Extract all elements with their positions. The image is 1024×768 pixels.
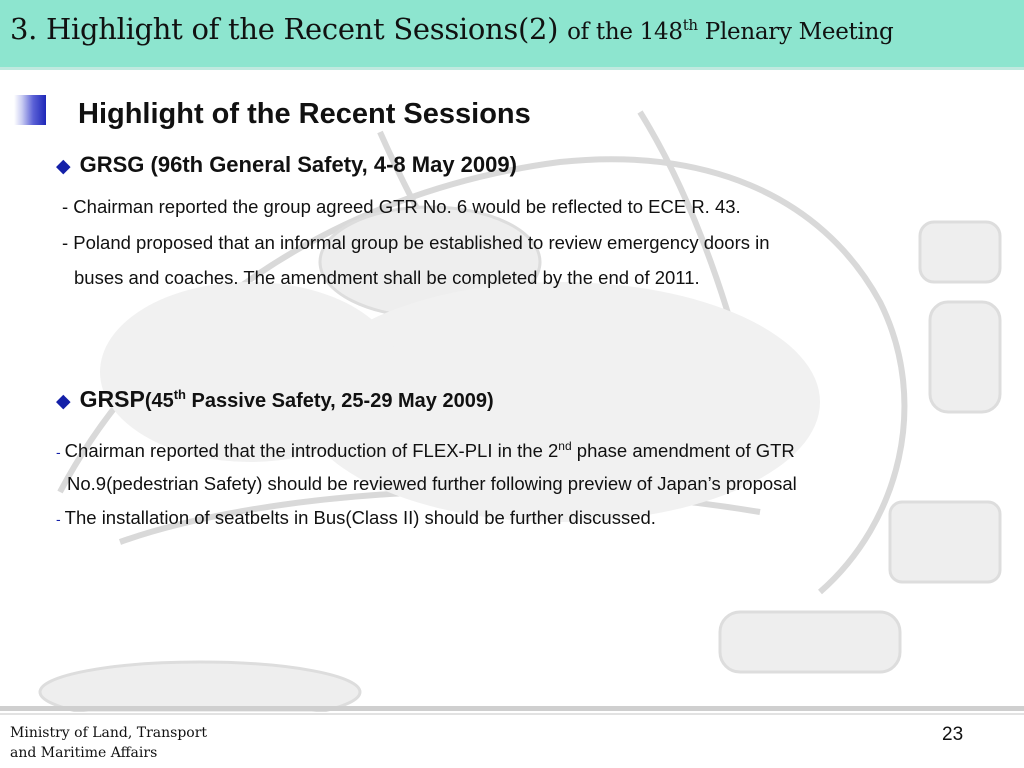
diamond-bullet-icon: ◆: [56, 156, 71, 177]
grsg-heading: [56, 152, 517, 178]
grsp-heading-main: GRSP: [79, 386, 145, 412]
footer-organization: [10, 723, 207, 763]
gradient-square-bullet-icon: [14, 95, 46, 125]
title-bar: [0, 0, 1024, 70]
grsp-item-1: [56, 439, 795, 462]
slide-title-suffix-sup: th: [682, 16, 698, 34]
grsp-item-2: [56, 507, 656, 529]
page-number: 23: [942, 724, 964, 745]
grsg-line-2: - Poland proposed that an informal group be established to review emergency doors in: [62, 232, 770, 253]
grsp-item-1-continued: No.9(pedestrian Safety) should be reviewed further following preview of Japan’s proposal: [67, 473, 797, 494]
slide-title-suffix: [567, 16, 894, 45]
grsp-item-2-text: The installation of seatbelts in Bus(Class II) should be further discussed.: [64, 507, 656, 528]
grsp-heading-detail: [144, 387, 494, 412]
grsg-line-1: - Chairman reported the group agreed GTR No. 6 would be reflected to ECE R. 43.: [62, 196, 741, 217]
grsp-heading-sup: th: [173, 387, 186, 402]
footer-org-line-2: and Maritime Affairs: [10, 745, 158, 761]
section-heading: Highlight of the Recent Sessions: [78, 98, 531, 130]
grsp-heading-post: Passive Safety, 25-29 May 2009): [186, 390, 494, 412]
footer-org-line-1: Ministry of Land, Transport: [10, 725, 208, 741]
grsp-item-1-pre: Chairman reported that the introduction of FLEX-PLI in the 2: [64, 440, 559, 461]
footer-divider-thin: [0, 713, 1024, 715]
slide-title-suffix-post: Plenary Meeting: [704, 19, 894, 45]
slide-title-suffix-pre: of the 148: [567, 19, 683, 45]
grsp-heading: [56, 386, 494, 413]
diamond-bullet-icon: ◆: [56, 391, 71, 412]
dash-bullet: -: [56, 511, 61, 527]
grsp-heading-pre: (45: [144, 390, 174, 412]
grsg-heading-text: GRSG (96th General Safety, 4-8 May 2009): [79, 152, 517, 177]
slide-title: [10, 12, 893, 46]
slide-title-main: 3. Highlight of the Recent Sessions(2): [10, 12, 559, 46]
grsp-item-1-sup: nd: [558, 439, 572, 453]
grsp-item-1-post: phase amendment of GTR: [571, 440, 795, 461]
footer-divider: [0, 706, 1024, 711]
grsg-line-3: buses and coaches. The amendment shall be completed by the end of 2011.: [74, 267, 700, 288]
dash-bullet: -: [56, 444, 61, 460]
